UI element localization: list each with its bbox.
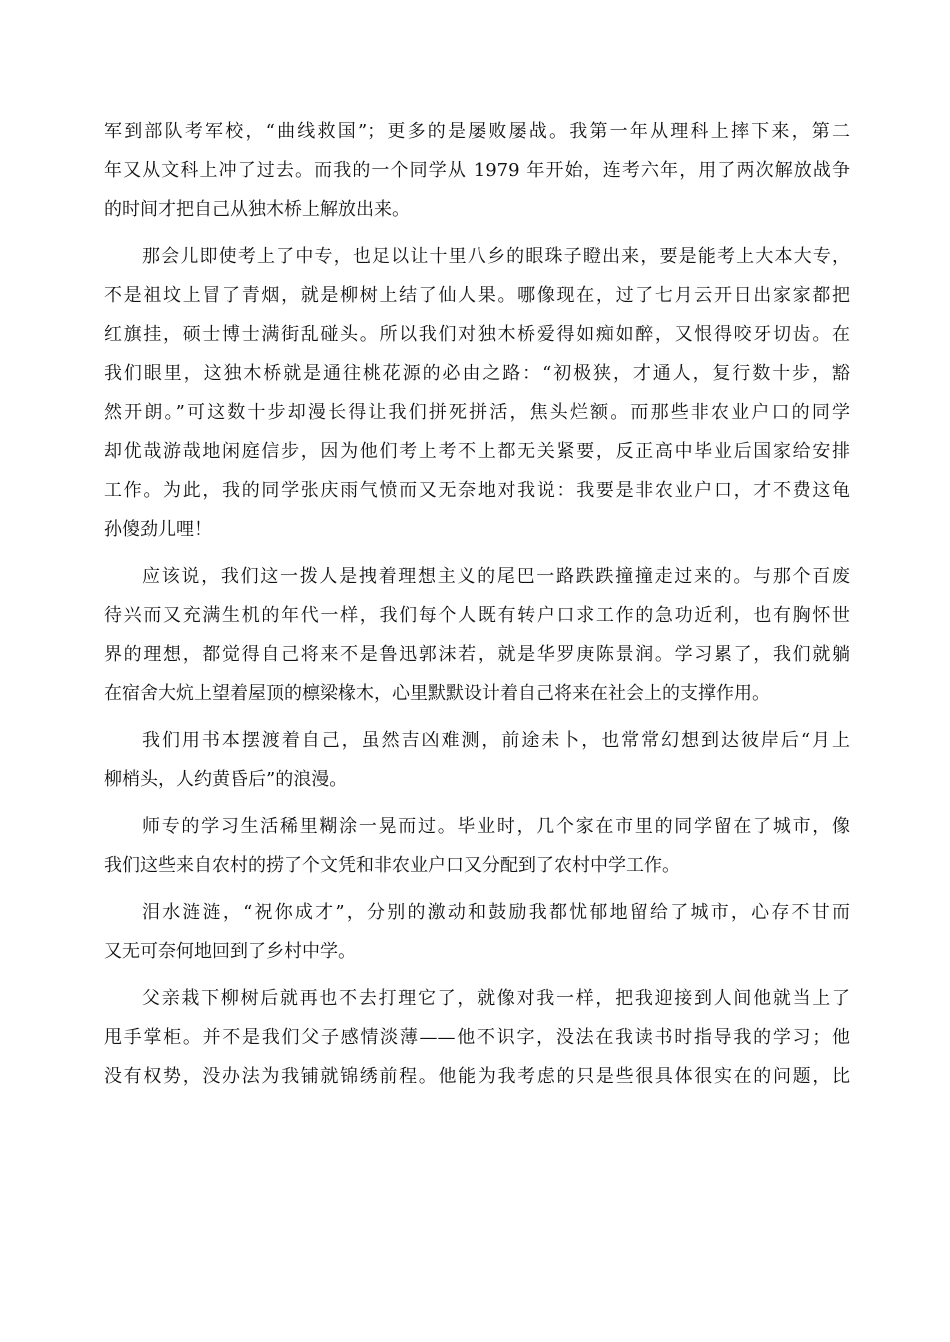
text-line: 界的理想，都觉得自己将来不是鲁迅郭沫若，就是华罗庚陈景润。学习累了，我们就躺: [104, 644, 850, 665]
text-line: 柳梢头，人约黄昏后”的浪漫。: [104, 769, 348, 790]
paragraph-first-line: 师专的学习生活稀里糊涂一晃而过。毕业时，几个家在市里的同学留在了城市，像: [142, 816, 850, 837]
text-line: 的时间才把自己从独木桥上解放出来。: [104, 199, 410, 220]
paragraph-first-line: 应该说，我们这一拨人是拽着理想主义的尾巴一路跌跌撞撞走过来的。与那个百废: [142, 566, 850, 587]
text-line: 待兴而又充满生机的年代一样，我们每个人既有转户口求工作的急功近利，也有胸怀世: [104, 605, 850, 626]
text-line: 没有权势，没办法为我铺就锦绣前程。他能为我考虑的只是些很具体很实在的问题，比: [104, 1066, 850, 1087]
text-line: 不是祖坟上冒了青烟，就是柳树上结了仙人果。哪像现在，过了七月云开日出家家都把: [104, 285, 850, 306]
text-line: 军到部队考军校，“曲线救国”；更多的是屡败屡战。我第一年从理科上摔下来，第二: [104, 121, 850, 142]
text-line: 然开朗。”可这数十步却漫长得让我们拼死拼活，焦头烂额。而那些非农业户口的同学: [104, 402, 850, 423]
text-line: 工作。为此，我的同学张庆雨气愤而又无奈地对我说：我要是非农业户口，才不费这龟: [104, 480, 850, 501]
text-line: 在宿舍大炕上望着屋顶的檩梁椽木，心里默默设计着自己将来在社会上的支撑作用。: [104, 683, 770, 704]
text-line: 孙傻劲儿哩！: [104, 519, 212, 540]
paragraph-first-line: 父亲栽下柳树后就再也不去打理它了，就像对我一样，把我迎接到人间他就当上了: [142, 988, 850, 1009]
text-line: 却优哉游哉地闲庭信步，因为他们考上考不上都无关紧要，反正高中毕业后国家给安排: [104, 441, 850, 462]
text-line: 我们眼里，这独木桥就是通往桃花源的必由之路：“初极狭，才通人，复行数十步，豁: [104, 363, 850, 384]
text-line: 甩手掌柜。并不是我们父子感情淡薄——他不识字，没法在我读书时指导我的学习；他: [104, 1027, 850, 1048]
text-line: 我们这些来自农村的捞了个文凭和非农业户口又分配到了农村中学工作。: [104, 855, 680, 876]
text-line: 又无可奈何地回到了乡村中学。: [104, 941, 356, 962]
document-body: [104, 112, 850, 1096]
text-line: 红旗挂，硕士博士满街乱碰头。所以我们对独木桥爱得如痴如醉，又恨得咬牙切齿。在: [104, 324, 850, 345]
paragraph-first-line: 泪水涟涟，“祝你成才”，分别的激动和鼓励我都忧郁地留给了城市，心存不甘而: [142, 902, 850, 923]
paragraph-first-line: 我们用书本摆渡着自己，虽然吉凶难测，前途未卜，也常常幻想到达彼岸后“月上: [142, 730, 850, 751]
text-line: 年又从文科上冲了过去。而我的一个同学从 1979 年开始，连考六年，用了两次解放战争: [104, 160, 850, 181]
paragraph-first-line: 那会儿即使考上了中专，也足以让十里八乡的眼珠子瞪出来，要是能考上大本大专，: [142, 246, 850, 267]
